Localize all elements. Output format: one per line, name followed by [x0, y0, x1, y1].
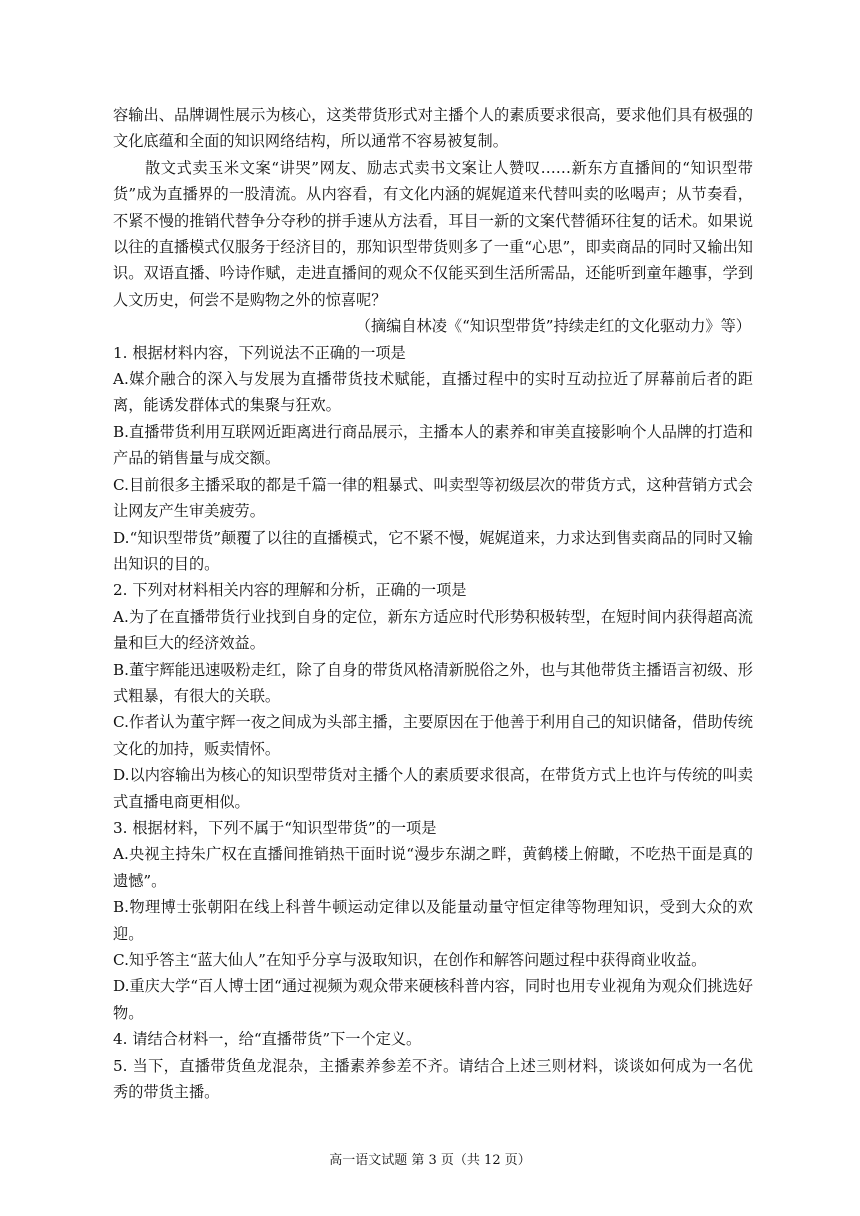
option-a: A.央视主持朱广权在直播间推销热干面时说“漫步东湖之畔，黄鹤楼上俯瞰，不吃热干面是真的遗憾”。	[113, 845, 753, 890]
option-d: D.以内容输出为核心的知识型带货对主播个人的素质要求很高，在带货方式上也许与传统的叫卖式直播电商更相似。	[113, 766, 753, 811]
question-stem: 1. 根据材料内容，下列说法不正确的一项是	[113, 343, 406, 362]
question-2	[113, 577, 753, 815]
option-d: D.“知识型带货”颠覆了以往的直播模式，它不紧不慢，娓娓道来，力求达到售卖商品的同时又输出知识的目的。	[113, 528, 753, 573]
option-a: A.为了在直播带货行业找到自身的定位，新东方适应时代形势积极转型，在短时间内获得超高流量和巨大的经济效益。	[113, 607, 753, 653]
question-1	[113, 340, 753, 578]
question-stem: 5. 当下，直播带货鱼龙混杂，主播素养参差不齐。请结合上述三则材料，谈谈如何成为一名优秀的带货主播。	[113, 1056, 753, 1102]
question-stem: 4. 请结合材料一，给“直播带货”下一个定义。	[113, 1030, 422, 1049]
option-d: D.重庆大学“百人博士团“通过视频为观众带来硬核科普内容，同时也用专业视角为观众们挑选好物。	[113, 977, 753, 1022]
option-c: C.知乎答主“蓝大仙人”在知乎分享与汲取知识，在创作和解答问题过程中获得商业收益。	[113, 951, 707, 969]
question-4	[113, 1026, 753, 1052]
passage-paragraph: 散文式卖玉米文案“讲哭”网友、励志式卖书文案让人赞叹……新东方直播间的“知识型带货”成为直播界的一股清流。从内容看，有文化内涵的娓娓道来代替叫卖的吆喝声；从节奏看，不紧不慢的推销代替争分夺秒的拼手速从方法看，耳目一新的文案代替循环往复的话术。如果说以往的直播模式仅服务于经济目的，那知识型带货则多了一重“心思”，即卖商品的同时又输出知识。双语直播、吟诗作赋，走进直播间的观众不仅能买到生活所需品，还能听到童年趣事，学到人文历史，何尝不是购物之外的惊喜呢？	[113, 158, 753, 309]
option-c: C.作者认为董宇辉一夜之间成为头部主播，主要原因在于他善于利用自己的知识储备，借助传统文化的加持，贩卖情怀。	[113, 713, 753, 758]
option-c: C.目前很多主播采取的都是千篇一律的粗暴式、叫卖型等初级层次的带货方式，这种营销方式会让网友产生审美疲劳。	[113, 475, 753, 521]
option-b: B.物理博士张朝阳在线上科普牛顿运动定律以及能量动量守恒定律等物理知识，受到大众的欢迎。	[113, 898, 753, 943]
option-b: B.董宇辉能迅速吸粉走红，除了自身的带货风格清新脱俗之外，也与其他带货主播语言初级、形式粗暴，有很大的关联。	[113, 660, 753, 705]
passage-source: （摘编自林凌《“知识型带货”持续走红的文化驱动力》等）	[355, 317, 751, 336]
option-b: B.直播带货利用互联网近距离进行商品展示，主播本人的素养和审美直接影响个人品牌的打造和产品的销售量与成交额。	[113, 422, 753, 468]
passage-paragraph: 容输出、品牌调性展示为核心，这类带货形式对主播个人的素质要求很高，要求他们具有极强的文化底蕴和全面的知识网络结构，所以通常不容易被复制。	[113, 106, 753, 151]
page-body	[113, 102, 753, 1105]
question-stem: 3. 根据材料，下列不属于“知识型带货”的一项是	[113, 818, 437, 837]
page-footer: 高一语文试题 第 3 页（共 12 页）	[329, 1153, 531, 1168]
option-a: A.媒介融合的深入与发展为直播带货技术赋能，直播过程中的实时互动拉近了屏幕前后者的距离，能诱发群体式的集聚与狂欢。	[113, 370, 753, 415]
question-5	[113, 1053, 753, 1106]
question-stem: 2. 下列对材料相关内容的理解和分析，正确的一项是	[113, 581, 467, 600]
question-3	[113, 815, 753, 1026]
